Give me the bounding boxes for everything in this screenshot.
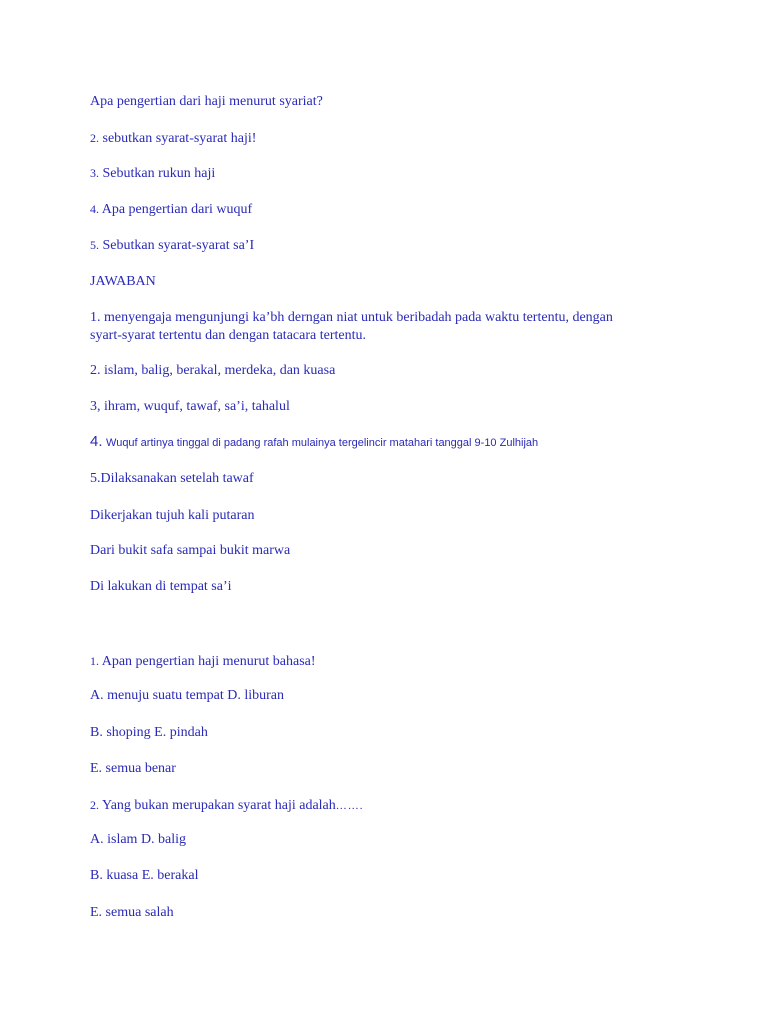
mc-question-2-option-1: A. islam D. balig: [90, 832, 187, 847]
question-3-number: 3.: [90, 166, 99, 180]
answer-4-number: 4.: [90, 433, 103, 450]
mc-question-1-option-3: E. semua benar: [90, 761, 176, 776]
answer-5-line-3: Dari bukit safa sampai bukit marwa: [90, 543, 291, 558]
question-4-number: 4.: [90, 202, 99, 216]
answer-1-line-1: 1. menyengaja mengunjungi ka’bh derngan niat untuk beribadah pada waktu tertentu, dengan: [90, 310, 613, 325]
question-1: [90, 93, 323, 111]
answer-5-line-2: Dikerjakan tujuh kali putaran: [90, 508, 255, 523]
question-5-number: 5.: [90, 238, 99, 252]
answer-4-text: Wuquf artinya tinggal di padang rafah mulainya tergelincir matahari tanggal 9-10 Zulhijah: [106, 437, 539, 449]
answer-1-line-2: syart-syarat tertentu dan dengan tatacara tertentu.: [90, 328, 366, 343]
question-2-number: 2.: [90, 131, 99, 145]
answer-2: 2. islam, balig, berakal, merdeka, dan kuasa: [90, 363, 336, 378]
question-5: [90, 236, 254, 255]
mc-question-2: [90, 796, 364, 815]
mc-question-2-dots: …….: [335, 800, 364, 812]
question-3-text: Sebutkan rukun haji: [102, 166, 216, 181]
mc-question-1-text: Apan pengertian haji menurut bahasa!: [101, 654, 316, 669]
mc-question-1-option-2: B. shoping E. pindah: [90, 725, 208, 740]
question-2-text: sebutkan syarat-syarat haji!: [102, 131, 257, 146]
mc-question-2-option-2: B. kuasa E. berakal: [90, 868, 199, 883]
question-3: [90, 164, 215, 183]
question-5-text: Sebutkan syarat-syarat sa’I: [102, 238, 255, 253]
mc-question-1-option-1: A. menuju suatu tempat D. liburan: [90, 688, 285, 703]
mc-question-1: [90, 652, 316, 671]
mc-question-2-number: 2.: [90, 798, 99, 812]
answer-3: 3, ihram, wuquf, tawaf, sa’i, tahalul: [90, 399, 290, 414]
answer-4: [90, 433, 538, 452]
mc-question-2-text: Yang bukan merupakan syarat haji adalah: [101, 798, 336, 813]
question-4: [90, 200, 252, 219]
answer-5-line-1: 5.Dilaksanakan setelah tawaf: [90, 471, 254, 486]
mc-question-1-number: 1.: [90, 654, 99, 668]
mc-question-2-option-3: E. semua salah: [90, 905, 174, 920]
question-4-text: Apa pengertian dari wuquf: [101, 202, 253, 217]
answers-heading: JAWABAN: [90, 274, 156, 289]
question-2: [90, 129, 256, 148]
question-1-text: Apa pengertian dari haji menurut syariat?: [90, 94, 323, 109]
answer-5-line-4: Di lakukan di tempat sa’i: [90, 579, 232, 594]
